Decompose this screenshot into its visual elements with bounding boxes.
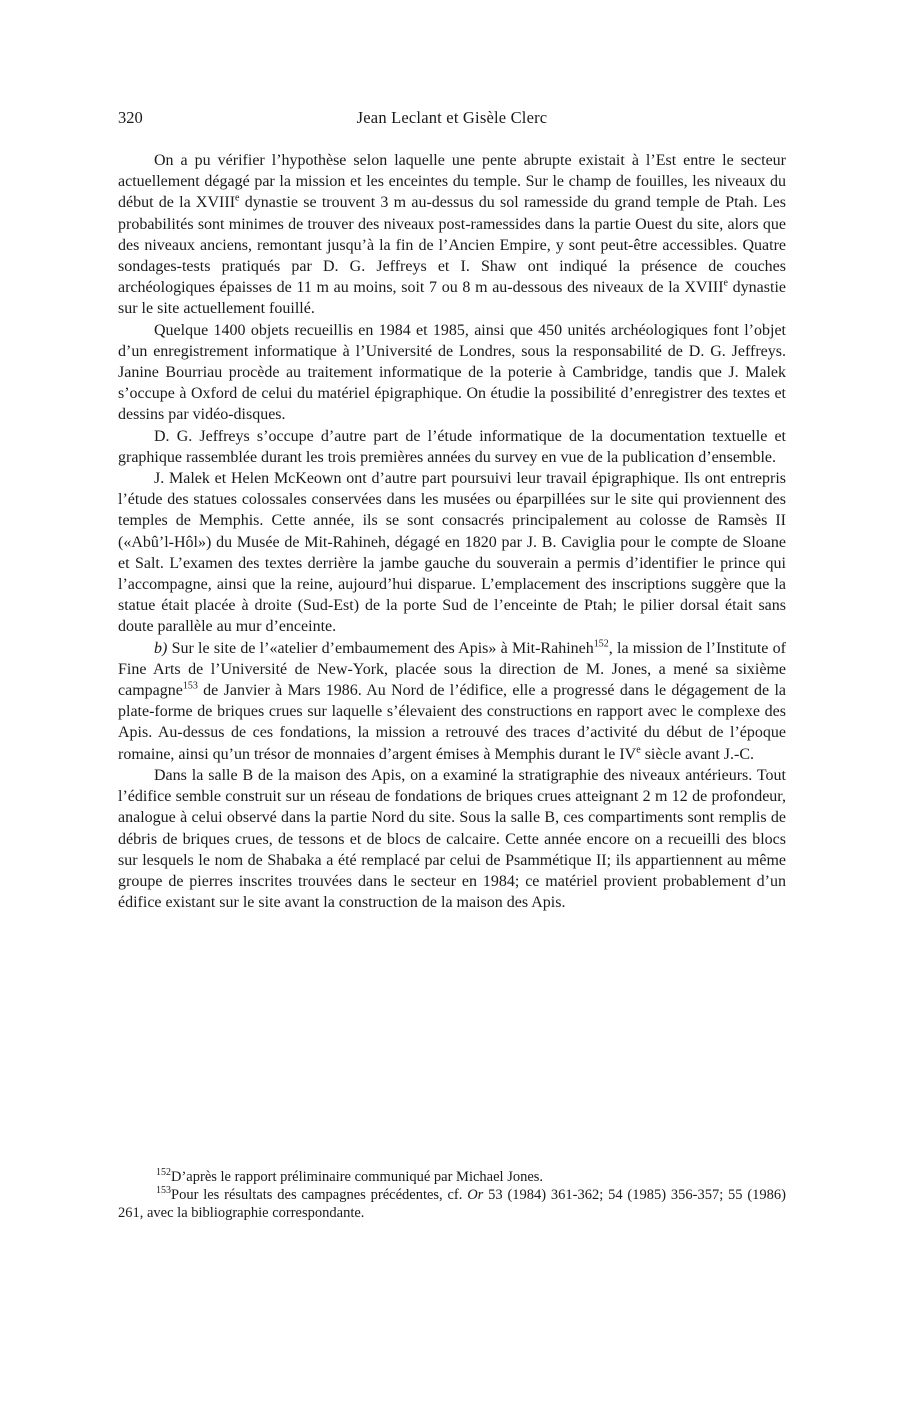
footnote-number: 152 <box>156 1167 171 1179</box>
body-text <box>118 150 786 913</box>
text-run: On a pu vérifier l’hypothèse selon laquelle une pente abrupte existait à l’Est entre le secteur actuellement dégagé par la mission et les enceintes du temple. Sur le champ de fouilles, les niveaux du début de la XVIII <box>118 152 786 212</box>
footnote-number: 153 <box>156 1185 171 1197</box>
text-run: dynastie se trouvent 3 m au-dessus du sol ramesside du grand temple de Ptah. Les probabilités sont minimes de trouver des niveaux post-ramessides dans la partie Ouest du site, alors que des niveaux anciens, remontant jusqu’à la fin de l’Ancien Empire, y sont peut-être accessibles. Quatre sondages-tests pratiqués par D. G. Jeffreys et I. Shaw ont indiqué la présence de couches archéologiques épaisses de 11 m au moins, soit 7 ou 8 m au-dessous des niveaux de la XVIII <box>118 194 786 297</box>
footnote-text: Pour les résultats des campagnes précédentes, cf. <box>171 1187 468 1203</box>
footnote-153 <box>118 1186 786 1222</box>
journal-abbreviation: Or <box>467 1187 484 1203</box>
superscript: e <box>235 193 240 205</box>
superscript: e <box>636 744 641 756</box>
section-label: b) <box>154 639 168 657</box>
footnote-text: 53 (1984) 361-362; 54 (1985) 356-357; 55 (1986) 261, avec la bibliographie correspondante. <box>118 1187 787 1221</box>
text-run: de Janvier à Mars 1986. Au Nord de l’édifice, elle a progressé dans le dégagement de la plate-forme de briques crues sur laquelle s’élevaient des constructions en rapport avec le complexe des Apis. Au-dessus de ces fondations, la mission a retrouvé des traces d’activité du début de l’époque romaine, ainsi qu’un trésor de monnaies d’argent émises à Memphis durant le IV <box>118 682 786 763</box>
text-run: dynastie sur le site actuellement fouillé. <box>118 279 786 318</box>
footnotes <box>118 1168 786 1222</box>
paragraph: D. G. Jeffreys s’occupe d’autre part de l’étude informatique de la documentation textuelle et graphique rassemblée durant les trois premières années du survey en vue de la publication d’ensemble. <box>118 427 786 466</box>
running-head <box>118 108 786 134</box>
text-run: , la mission de l’Institute of Fine Arts de l’Université de New-York, placée sous la direction de M. Jones, a mené sa sixième campagne <box>118 639 786 700</box>
running-head-authors: Jean Leclant et Gisèle Clerc <box>356 108 548 127</box>
footnote-ref-153: 153 <box>182 680 198 692</box>
text-run: Sur le site de l’«atelier d’embaumement des Apis» à Mit-Rahineh <box>167 639 594 657</box>
footnote-152 <box>118 1168 786 1186</box>
footnote-ref-152: 152 <box>593 638 609 650</box>
paragraph: Quelque 1400 objets recueillis en 1984 et 1985, ainsi que 450 unités archéologiques font l’objet d’un enregistrement informatique à l’Université de Londres, sous la responsabilité de D. G. Jeffreys. Janine Bourriau procède au traitement informatique de la poterie à Cambridge, tandis que J. Malek s’occupe à Oxford de celui du matériel épigraphique. On étudie la possibilité d’enregistrer des textes et dessins par vidéo-disques. <box>118 321 786 424</box>
text-run: siècle avant J.-C. <box>640 745 754 763</box>
paragraph <box>118 150 786 320</box>
superscript: e <box>723 277 728 289</box>
paragraph <box>118 638 786 765</box>
page <box>118 108 786 913</box>
page-number: 320 <box>118 108 143 127</box>
paragraph: Dans la salle B de la maison des Apis, on a examiné la stratigraphie des niveaux antérieurs. Tout l’édifice semble construit sur un réseau de fondations de briques crues atteignant 2 m 12 de profondeur, analogue à celui observé dans la partie Nord du site. Sous la salle B, ces compartiments sont remplis de débris de briques crues, de tessons et de blocs de calcaire. Cette année encore on a recueilli des blocs sur lesquels le nom de Shabaka a été remplacé par celui de Psammétique II; ils appartiennent au même groupe de pierres inscrites trouvées dans le secteur en 1984; ce matériel provient probablement d’un édifice existant sur le site avant la construction de la maison des Apis. <box>118 766 786 912</box>
paragraph: J. Malek et Helen McKeown ont d’autre part poursuivi leur travail épigraphique. Ils ont entrepris l’étude des statues colossales conservées dans les musées ou éparpillées sur le site qui proviennent des temples de Memphis. Cette année, ils se sont consacrés principalement au colosse de Ramsès II («Abû’l-Hôl») du Musée de Mit-Rahineh, dégagé en 1820 par J. B. Caviglia pour le compte de Sloane et Salt. L’examen des textes derrière la jambe gauche du souverain a permis d’identifier le prince qui l’accompagne, ainsi que la reine, aujourd’hui disparue. L’emplacement des inscriptions suggère que la statue était placée à droite (Sud-Est) de la porte Sud de l’enceinte de Ptah; le pilier dorsal était sans doute parallèle au mur d’enceinte. <box>118 470 786 636</box>
footnote-text: D’après le rapport préliminaire communiqué par Michael Jones. <box>171 1169 544 1185</box>
